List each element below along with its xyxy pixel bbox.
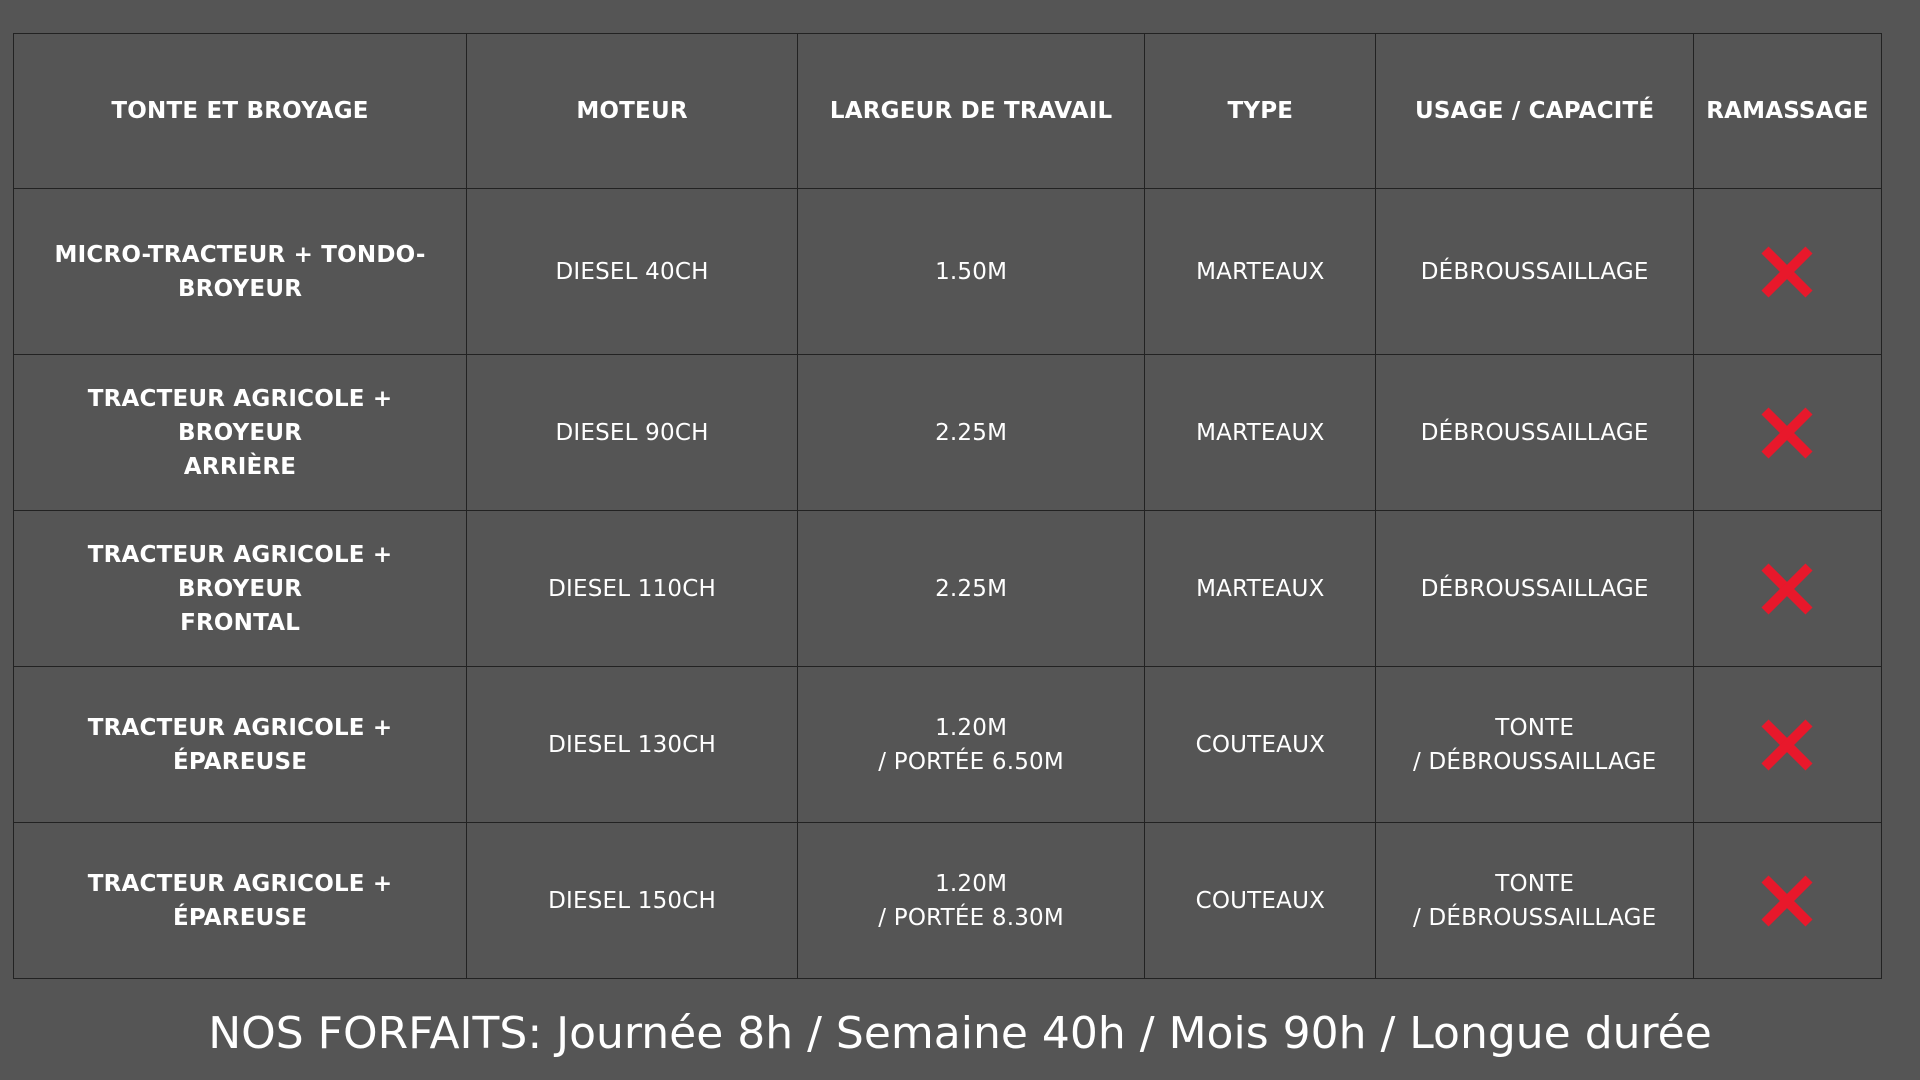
working-width-cell-line: 1.50M: [935, 258, 1008, 285]
table-row: [14, 511, 1882, 667]
table-row: [14, 667, 1882, 823]
working-width-cell: [797, 511, 1144, 667]
type-cell: MARTEAUX: [1145, 189, 1376, 355]
engine-cell: DIESEL 130CH: [467, 667, 798, 823]
packages-footer: NOS FORFAITS: Journée 8h / Semaine 40h / Mois 90h / Longue durée: [208, 1008, 1712, 1059]
usage-cell: [1376, 355, 1693, 511]
pickup-cell: [1693, 823, 1881, 979]
engine-cell: DIESEL 150CH: [467, 823, 798, 979]
cross-icon: [1759, 561, 1815, 617]
equipment-name-cell-line: TRACTEUR AGRICOLE + ÉPAREUSE: [87, 714, 393, 775]
working-width-cell-line: 1.20M: [935, 714, 1008, 741]
working-width-cell-line: 2.25M: [935, 419, 1008, 446]
usage-cell-line: DÉBROUSSAILLAGE: [1420, 258, 1649, 285]
working-width-cell-line: / PORTÉE 8.30M: [878, 904, 1064, 931]
equipment-name-cell-line: TRACTEUR AGRICOLE + ÉPAREUSE: [87, 870, 393, 931]
working-width-cell: [797, 823, 1144, 979]
equipment-name-cell: [14, 667, 467, 823]
equipment-name-cell-line: FRONTAL: [180, 609, 301, 636]
equipment-name-cell: [14, 355, 467, 511]
table-header-row: [14, 34, 1882, 189]
header-ramassage: RAMASSAGE: [1693, 34, 1881, 189]
table-body: [14, 189, 1882, 979]
working-width-cell-line: 2.25M: [935, 575, 1008, 602]
type-cell: MARTEAUX: [1145, 355, 1376, 511]
usage-cell-line: / DÉBROUSSAILLAGE: [1412, 748, 1657, 775]
header-usage-capacite: USAGE / CAPACITÉ: [1376, 34, 1693, 189]
usage-cell: [1376, 823, 1693, 979]
pickup-cell: [1693, 189, 1881, 355]
type-cell: COUTEAUX: [1145, 667, 1376, 823]
table-row: [14, 189, 1882, 355]
pickup-cell: [1693, 355, 1881, 511]
equipment-name-cell-line: ARRIÈRE: [183, 453, 297, 480]
usage-cell-line: / DÉBROUSSAILLAGE: [1412, 904, 1657, 931]
cross-icon: [1759, 873, 1815, 929]
pickup-cell: [1693, 667, 1881, 823]
equipment-name-cell-line: MICRO-TRACTEUR + TONDO-: [54, 241, 426, 268]
header-type: TYPE: [1145, 34, 1376, 189]
usage-cell-line: TONTE: [1495, 714, 1575, 741]
usage-cell: [1376, 189, 1693, 355]
usage-cell: [1376, 667, 1693, 823]
equipment-name-cell-line: TRACTEUR AGRICOLE + BROYEUR: [87, 541, 393, 602]
equipment-table: [13, 33, 1882, 979]
working-width-cell: [797, 189, 1144, 355]
usage-cell-line: DÉBROUSSAILLAGE: [1420, 419, 1649, 446]
working-width-cell: [797, 355, 1144, 511]
header-largeur-de-travail: LARGEUR DE TRAVAIL: [797, 34, 1144, 189]
cross-icon: [1759, 244, 1815, 300]
table-row: [14, 823, 1882, 979]
equipment-name-cell-line: TRACTEUR AGRICOLE + BROYEUR: [87, 385, 393, 446]
pickup-cell: [1693, 511, 1881, 667]
type-cell: MARTEAUX: [1145, 511, 1376, 667]
working-width-cell: [797, 667, 1144, 823]
working-width-cell-line: 1.20M: [935, 870, 1008, 897]
type-cell: COUTEAUX: [1145, 823, 1376, 979]
equipment-name-cell-line: BROYEUR: [177, 275, 303, 302]
engine-cell: DIESEL 110CH: [467, 511, 798, 667]
header-tonte-et-broyage: TONTE ET BROYAGE: [14, 34, 467, 189]
working-width-cell-line: / PORTÉE 6.50M: [878, 748, 1064, 775]
header-moteur: MOTEUR: [467, 34, 798, 189]
table-row: [14, 355, 1882, 511]
engine-cell: DIESEL 90CH: [467, 355, 798, 511]
cross-icon: [1759, 717, 1815, 773]
usage-cell-line: DÉBROUSSAILLAGE: [1420, 575, 1649, 602]
engine-cell: DIESEL 40CH: [467, 189, 798, 355]
equipment-name-cell: [14, 823, 467, 979]
equipment-name-cell: [14, 189, 467, 355]
usage-cell-line: TONTE: [1495, 870, 1575, 897]
usage-cell: [1376, 511, 1693, 667]
cross-icon: [1759, 405, 1815, 461]
equipment-name-cell: [14, 511, 467, 667]
